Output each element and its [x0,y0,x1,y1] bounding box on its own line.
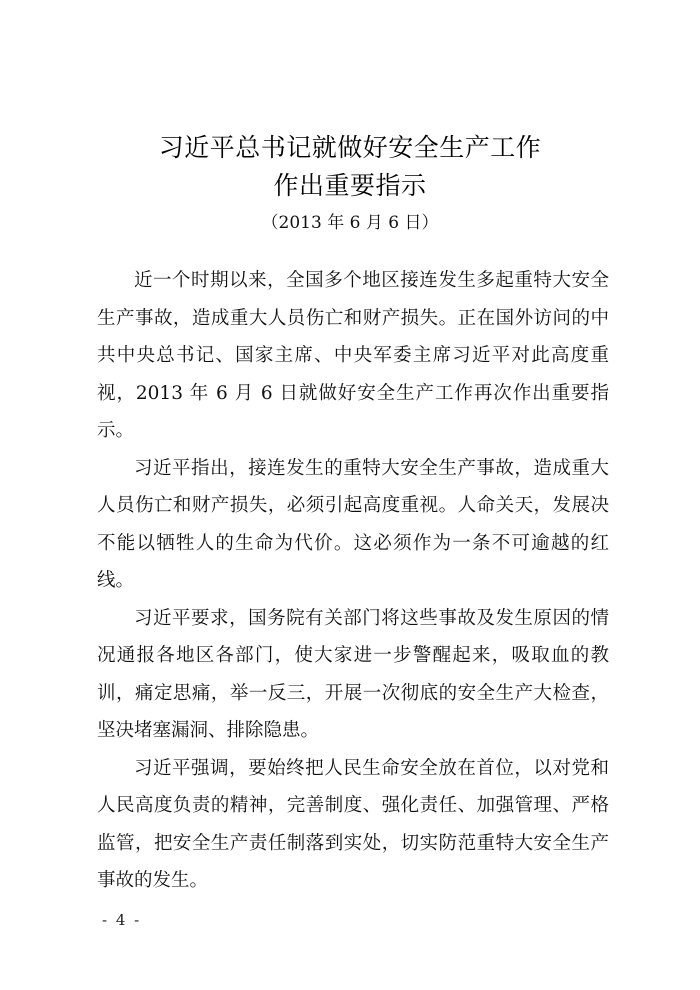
paragraph-3: 习近平要求，国务院有关部门将这些事故及发生原因的情况通报各地区各部门，使大家进一步警醒起来，吸取血的教训，痛定思痛，举一反三，开展一次彻底的安全生产大检查，坚决堵塞漏洞、排除隐患。 [97,607,609,741]
paragraph-1: 近一个时期以来，全国多个地区接连发生多起重特大安全生产事故，造成重大人员伤亡和财产损失。正在国外访问的中共中央总书记、国家主席、中央军委主席习近平对此高度重视，2013 年 6 月 6 日就做好安全生产工作再次作出重要指示。 [97,270,609,441]
document-date: （2013 年 6 月 6 日） [261,213,439,233]
document-title-line-1: 习近平总书记就做好安全生产工作 [158,133,542,162]
page-number: - 4 - [102,911,142,929]
document-title-line-2: 作出重要指示 [273,171,427,200]
paragraph-2: 习近平指出，接连发生的重特大安全生产事故，造成重大人员伤亡和财产损失，必须引起高度重视。人命关天，发展决不能以牺牲人的生命为代价。这必须作为一条不可逾越的红线。 [97,457,609,591]
document-body [97,262,609,900]
paragraph-4: 习近平强调，要始终把人民生命安全放在首位，以对党和人民高度负责的精神，完善制度、强化责任、加强管理、严格监管，把安全生产责任制落到实处，切实防范重特大安全生产事故的发生。 [97,757,609,891]
